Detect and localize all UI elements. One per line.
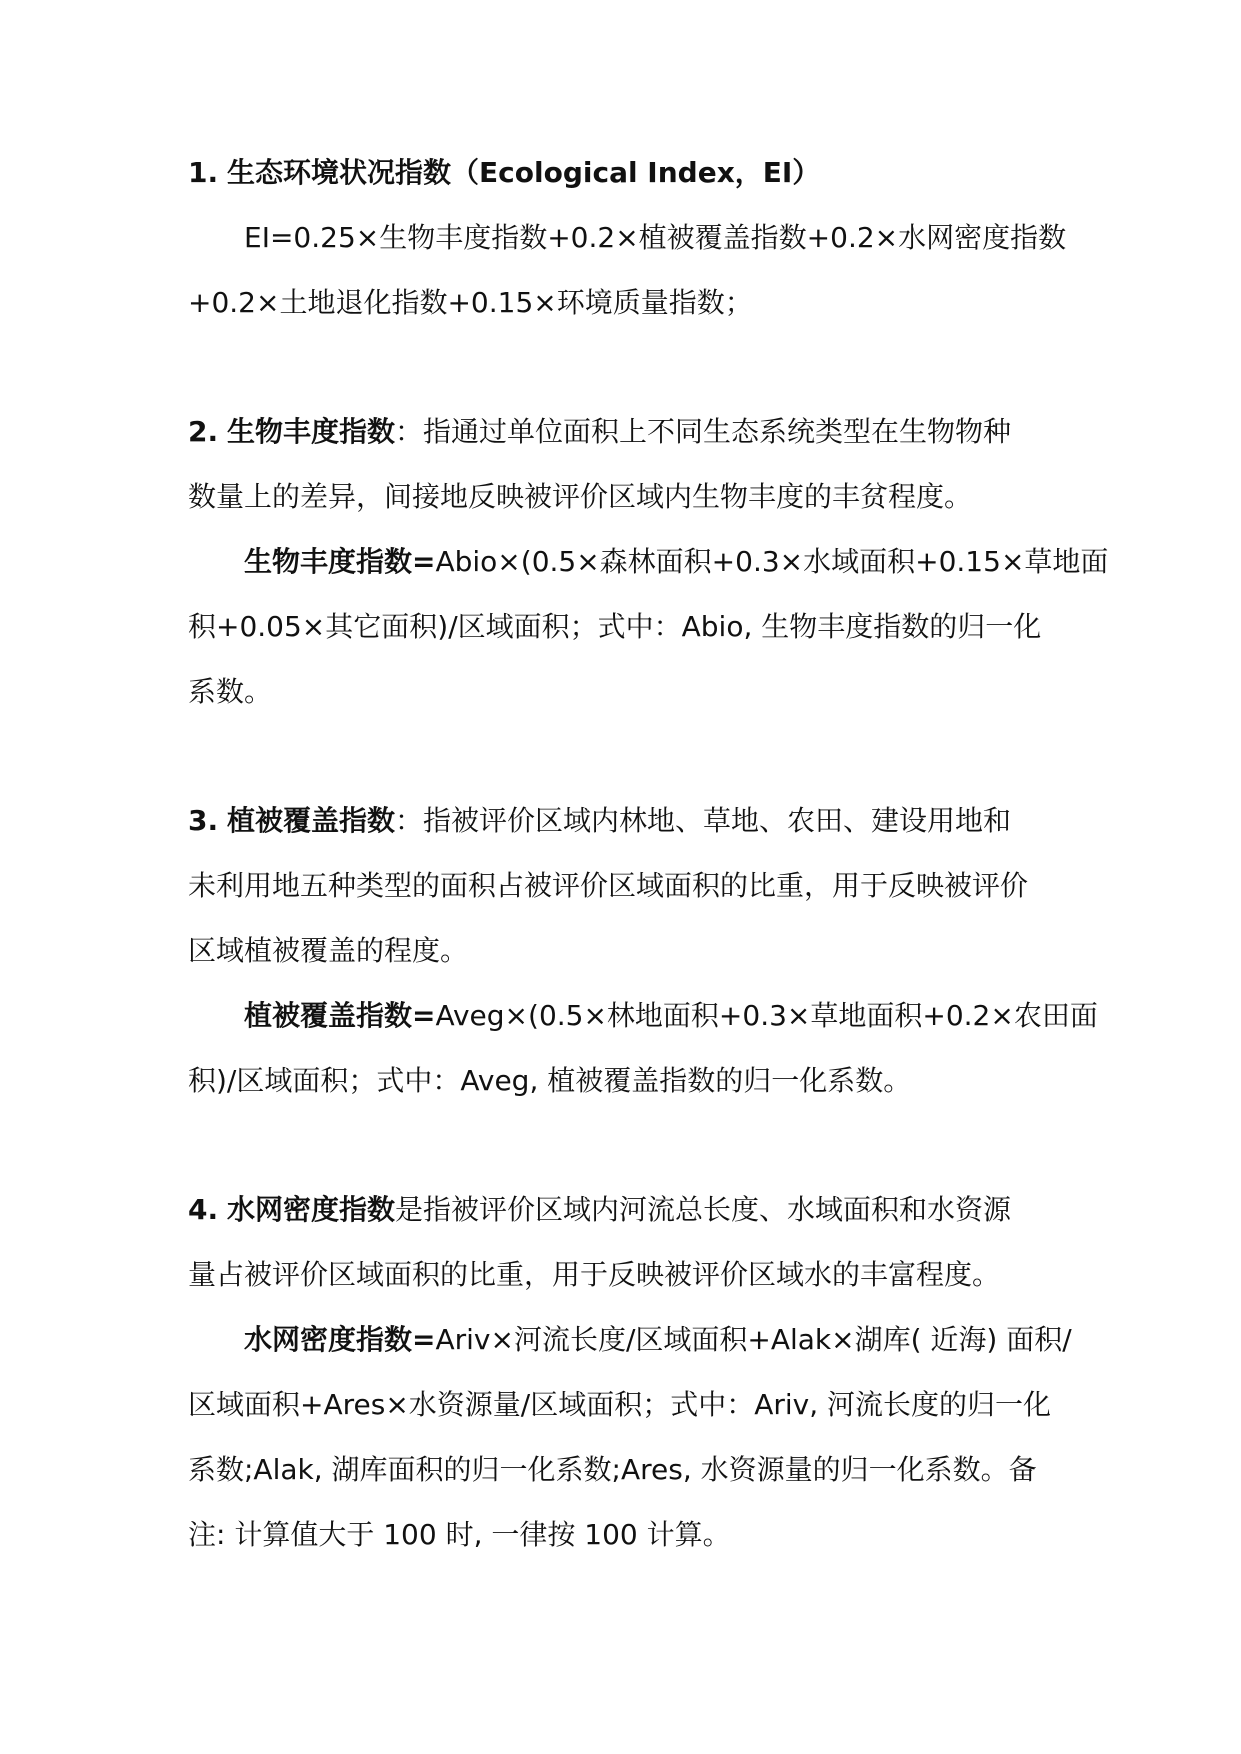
section3-desc-line2: 未利用地五种类型的面积占被评价区域面积的比重，用于反映被评价 [188,869,1029,902]
section-gap [188,1113,1068,1177]
section3-number: 3. [188,804,219,837]
section3-formula-text: Aveg×(0.5×林地面积+0.3×草地面积+0.2×农田面 [435,999,1098,1032]
section3-desc-line1: ：指被评价区域内林地、草地、农田、建设用地和 [395,804,1012,837]
section-gap [188,724,1068,788]
section3-desc-line3: 区域植被覆盖的程度。 [188,934,469,967]
section1-number: 1. [188,156,219,189]
section3-term: 植被覆盖指数 [227,804,396,837]
section2-heading [188,399,1068,464]
section1-formula-line1: EI=0.25×生物丰度指数+0.2×植被覆盖指数+0.2×水网密度指数 [244,221,1067,254]
section3-heading [188,788,1068,853]
section4-number: 4. [188,1193,219,1226]
section2-desc-line1: ：指通过单位面积上不同生态系统类型在生物物种 [395,415,1012,448]
section4-term: 水网密度指数 [227,1193,396,1226]
section3-formula-line2: 积)/区域面积；式中：Aveg, 植被覆盖指数的归一化系数。 [188,1064,912,1097]
section1-formula-line2: +0.2×土地退化指数+0.15×环境质量指数； [188,286,753,319]
document-page [188,140,1109,1567]
section1-title: 生态环境状况指数（Ecological Index，EI） [227,156,821,189]
section2-formula-line1 [188,529,1109,594]
section2-formula-line2: 积+0.05×其它面积)/区域面积；式中：Abio, 生物丰度指数的归一化 [188,610,1042,643]
section3-formula-term: 植被覆盖指数= [244,999,436,1032]
section4-formula-text: Ariv×河流长度/区域面积+Alak×湖库( 近海) 面积/ [435,1323,1072,1356]
section4-formula-term: 水网密度指数= [244,1323,436,1356]
section2-term: 生物丰度指数 [227,415,396,448]
section2-desc-line2: 数量上的差异，间接地反映被评价区域内生物丰度的丰贫程度。 [188,480,973,513]
section4-formula-line1 [188,1307,1072,1372]
section4-formula-line2: 区域面积+Ares×水资源量/区域面积；式中：Ariv, 河流长度的归一化 [188,1388,1052,1421]
section2-formula-term: 生物丰度指数= [244,545,436,578]
section2-formula-text: Abio×(0.5×森林面积+0.3×水域面积+0.15×草地面 [435,545,1109,578]
section3-formula-line1 [188,983,1098,1048]
section4-heading [188,1177,1068,1242]
section1-heading [188,140,1068,205]
section-gap [188,335,1068,399]
section4-desc-line2: 量占被评价区域面积的比重，用于反映被评价区域水的丰富程度。 [188,1258,1001,1291]
section4-desc-line1: 是指被评价区域内河流总长度、水域面积和水资源 [395,1193,1012,1226]
section4-formula-line3: 系数;Alak, 湖库面积的归一化系数;Ares, 水资源量的归一化系数。备 [188,1453,1037,1486]
section2-formula-line3: 系数。 [188,675,273,708]
section2-number: 2. [188,415,219,448]
section4-formula-line4: 注: 计算值大于 100 时, 一律按 100 计算。 [188,1518,731,1551]
